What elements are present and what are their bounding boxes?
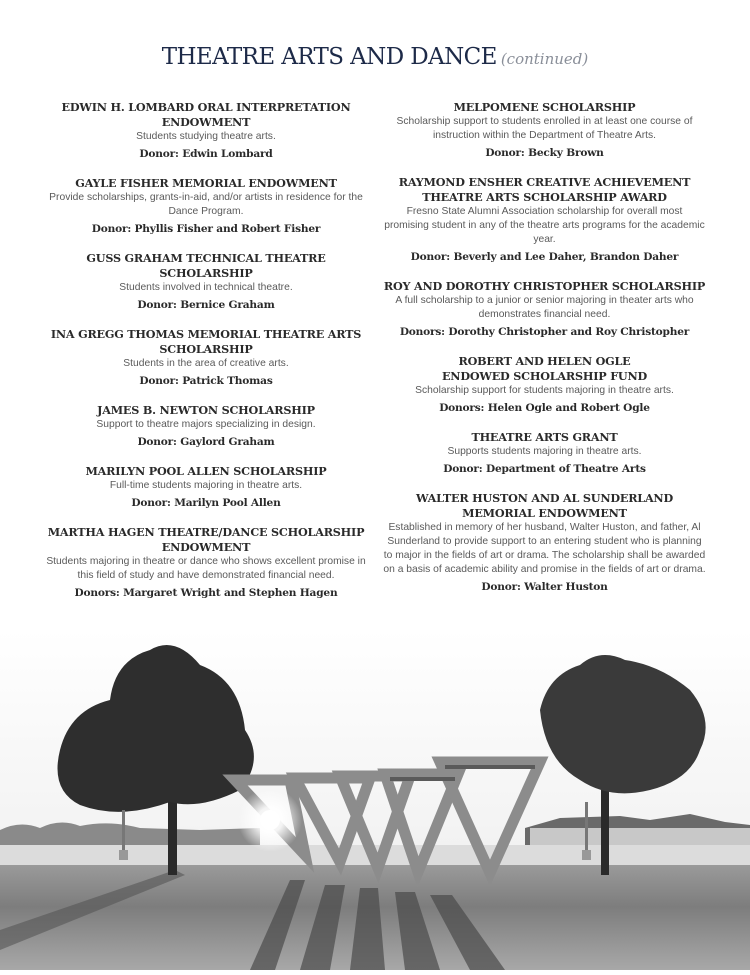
- scholarship-description: Scholarship support to students enrolled in at least one course of instruction within the Department of Theatre Arts.: [396, 116, 693, 141]
- scholarship-description: Supports students majoring in theatre arts.: [447, 446, 642, 457]
- scholarship-entry: [45, 327, 367, 388]
- right-column: [383, 100, 706, 609]
- scholarship-donor: Donor: Marilyn Pool Allen: [131, 497, 281, 509]
- scholarship-description: Provide scholarships, grants-in-aid, and/or artists in residence for the Dance Program.: [49, 192, 363, 217]
- scholarship-name: EDWIN H. LOMBARD ORAL INTERPRETATION ENDOWMENT: [61, 100, 351, 129]
- scholarship-donor: Donor: Edwin Lombard: [139, 148, 273, 160]
- scholarship-donor: Donor: Department of Theatre Arts: [443, 463, 646, 475]
- scholarship-name: ROBERT AND HELEN OGLE ENDOWED SCHOLARSHIP FUND: [441, 354, 648, 383]
- scholarship-description: Scholarship support for students majoring in theatre arts.: [415, 385, 674, 396]
- scholarship-entry: [383, 430, 706, 476]
- scholarship-entry: [45, 403, 367, 449]
- scholarship-name: GUSS GRAHAM TECHNICAL THEATRE SCHOLARSHIP: [86, 251, 326, 280]
- scholarship-name: GAYLE FISHER MEMORIAL ENDOWMENT: [75, 176, 337, 190]
- scholarship-description: Support to theatre majors specializing in design.: [96, 419, 316, 430]
- scholarship-name: ROY AND DOROTHY CHRISTOPHER SCHOLARSHIP: [383, 279, 706, 293]
- scholarship-name: WALTER HUSTON AND AL SUNDERLAND MEMORIAL ENDOWMENT: [416, 491, 673, 520]
- scholarship-entry: [45, 100, 367, 161]
- scholarship-donor: Donor: Walter Huston: [481, 581, 608, 593]
- scholarship-description: Full-time students majoring in theatre arts.: [109, 480, 303, 491]
- scholarship-description: Established in memory of her husband, Walter Huston, and father, Al Sunderland to provide support to an entering student who is planning to major in the fields of art or drama. The scholarship shall be awarded on a basis of academic ability and promise in the fields of art or drama.: [383, 522, 706, 575]
- scholarship-name: RAYMOND ENSHER CREATIVE ACHIEVEMENT THEATRE ARTS SCHOLARSHIP AWARD: [398, 175, 691, 204]
- scholarship-donor: Donor: Bernice Graham: [137, 299, 275, 311]
- scholarship-donor: Donor: Gaylord Graham: [137, 436, 275, 448]
- scholarship-entry: [45, 525, 367, 600]
- scholarship-donor: Donors: Dorothy Christopher and Roy Christopher: [399, 326, 690, 338]
- page-title-continued: (continued): [500, 50, 589, 68]
- scholarship-donor: Donor: Phyllis Fisher and Robert Fisher: [91, 223, 321, 235]
- scholarship-name: MELPOMENE SCHOLARSHIP: [453, 100, 636, 114]
- scholarship-entry: [45, 464, 367, 510]
- scholarship-name: MARILYN POOL ALLEN SCHOLARSHIP: [85, 464, 327, 478]
- scholarship-description: Students majoring in theatre or dance who shows excellent promise in this field of study and have demonstrated financial need.: [46, 556, 366, 581]
- scholarship-donor: Donor: Patrick Thomas: [139, 375, 273, 387]
- page-title-main: THEATRE ARTS AND DANCE: [161, 44, 497, 70]
- page-title: [0, 44, 750, 70]
- scholarship-description: Students involved in technical theatre.: [119, 282, 293, 293]
- scholarship-description: Students in the area of creative arts.: [123, 358, 289, 369]
- scholarship-donor: Donor: Becky Brown: [485, 147, 604, 159]
- scholarship-name: INA GREGG THOMAS MEMORIAL THEATRE ARTS SCHOLARSHIP: [50, 327, 362, 356]
- scholarship-description: A full scholarship to a junior or senior majoring in theater arts who demonstrates financial need.: [395, 295, 694, 320]
- scholarship-donor: Donors: Helen Ogle and Robert Ogle: [439, 402, 650, 414]
- scholarship-description: Fresno State Alumni Association scholarship for overall most promising student in any of the theatre arts programs for the academic year.: [384, 206, 705, 245]
- scholarship-entry: [383, 491, 706, 594]
- scholarship-name: MARTHA HAGEN THEATRE/DANCE SCHOLARSHIP ENDOWMENT: [47, 525, 365, 554]
- scholarship-description: Students studying theatre arts.: [136, 131, 276, 142]
- scholarship-donor: Donor: Beverly and Lee Daher, Brandon Daher: [410, 251, 679, 263]
- scholarship-name: JAMES B. NEWTON SCHOLARSHIP: [97, 403, 315, 417]
- scholarship-entry: [383, 175, 706, 264]
- scholarship-entry: [383, 100, 706, 160]
- campus-sculpture-photo: [0, 630, 750, 970]
- scholarship-entry: [45, 176, 367, 236]
- scholarship-name: THEATRE ARTS GRANT: [471, 430, 618, 444]
- left-column: [45, 100, 367, 615]
- scholarship-entry: [45, 251, 367, 312]
- scholarship-donor: Donors: Margaret Wright and Stephen Hagen: [74, 587, 338, 599]
- scholarship-entry: [383, 279, 706, 339]
- scholarship-entry: [383, 354, 706, 415]
